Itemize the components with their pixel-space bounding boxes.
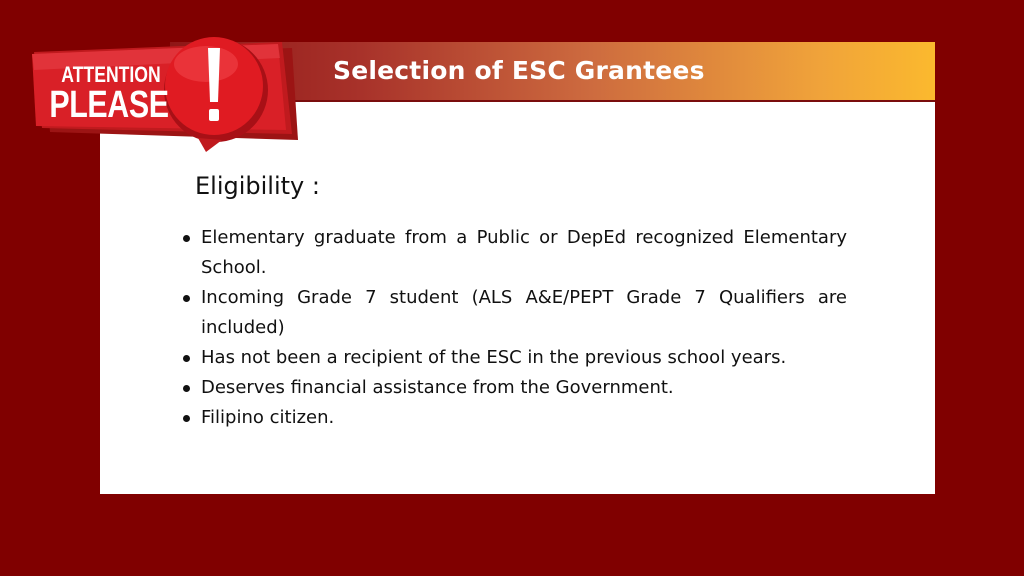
eligibility-heading: Eligibility : bbox=[195, 172, 320, 200]
badge-text-please: PLEASE bbox=[49, 84, 169, 126]
list-item bbox=[183, 403, 847, 433]
list-item-text: Filipino citizen. bbox=[201, 407, 335, 428]
bullet-icon bbox=[183, 415, 190, 422]
list-item-text: Has not been a recipient of the ESC in the previous school years. bbox=[201, 347, 787, 368]
list-item bbox=[183, 343, 847, 373]
bullet-icon bbox=[183, 355, 190, 362]
badge-text-attention: ATTENTION bbox=[61, 62, 161, 87]
list-item-text: Incoming Grade 7 student (ALS A&E/PEPT Grade 7 Qualifiers are included) bbox=[201, 287, 847, 338]
bullet-icon bbox=[183, 385, 190, 392]
list-item bbox=[183, 373, 847, 403]
bullet-icon bbox=[183, 295, 190, 302]
eligibility-list bbox=[183, 223, 847, 433]
bullet-icon bbox=[183, 235, 190, 242]
exclamation-icon bbox=[208, 48, 220, 121]
attention-badge bbox=[30, 28, 330, 158]
list-item-text: Elementary graduate from a Public or DepEd recognized Elementary School. bbox=[201, 227, 847, 278]
list-item-text: Deserves financial assistance from the Government. bbox=[201, 377, 674, 398]
list-item bbox=[183, 283, 847, 343]
slide-title: Selection of ESC Grantees bbox=[333, 56, 705, 85]
list-item bbox=[183, 223, 847, 283]
